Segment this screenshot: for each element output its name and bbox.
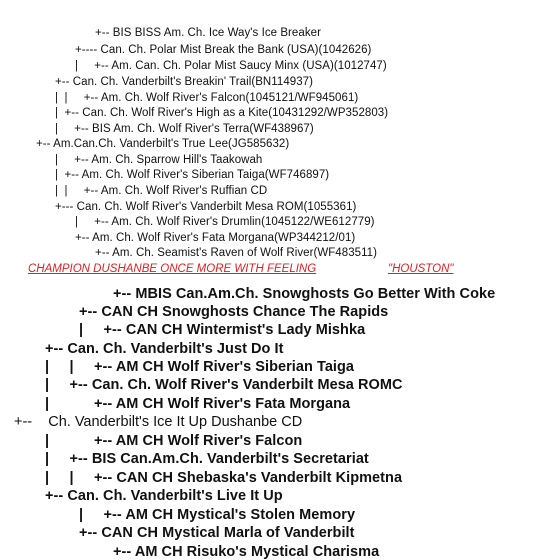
pedigree-line: +-- CAN CH Mystical Marla of Vanderbilt: [79, 525, 355, 541]
pedigree-line: +-- CAN CH Snowghosts Chance The Rapids: [79, 304, 389, 320]
pedigree-line: +-- BIS BISS Am. Ch. Ice Way's Ice Breaker: [95, 27, 321, 39]
pedigree-line: +--- Can. Ch. Wolf River's Vanderbilt Mesa ROM(1055361): [55, 201, 357, 213]
pedigree-line: | +-- Can. Ch. Wolf River's Vanderbilt Mesa ROMC: [45, 377, 403, 393]
pedigree-line: | +-- Am. Ch. Sparrow Hill's Taakowah: [55, 154, 263, 166]
dog-name-title: CHAMPION DUSHANBE ONCE MORE WITH FEELING: [28, 263, 317, 275]
pedigree-line: | +-- AM CH Wolf River's Falcon: [45, 433, 303, 449]
pedigree-line: +-- AM CH Risuko's Mystical Charisma: [113, 544, 380, 560]
pedigree-line: | | +-- Am. Ch. Wolf River's Ruffian CD: [55, 185, 268, 197]
pedigree-line: +-- Am. Ch. Wolf River's Fata Morgana(WP344212/01): [75, 232, 356, 244]
pedigree-line: | +-- Am. Ch. Wolf River's Drumlin(1045122/WE612779): [75, 216, 375, 228]
pedigree-line: | +-- Am. Can. Ch. Polar Mist Saucy Minx (USA)(1012747): [75, 60, 387, 72]
pedigree-line: +-- Am. Ch. Seamist's Raven of Wolf River(WF483511): [95, 247, 378, 259]
pedigree-line: | +-- BIS Can.Am.Ch. Vanderbilt's Secretariat: [45, 451, 369, 467]
pedigree-line: +-- Can. Ch. Vanderbilt's Just Do It: [45, 341, 284, 357]
pedigree-line: +-- MBIS Can.Am.Ch. Snowghosts Go Better With Coke: [113, 286, 496, 302]
pedigree-line: | | +-- CAN CH Shebaska's Vanderbilt Kipmetna: [45, 470, 403, 486]
pedigree-line: | +-- AM CH Mystical's Stolen Memory: [79, 507, 356, 523]
pedigree-line: +-- Can. Ch. Vanderbilt's Breakin' Trail(BN114937): [55, 76, 313, 88]
pedigree-line: +-- Ch. Vanderbilt's Ice It Up Dushanbe CD: [14, 414, 303, 430]
pedigree-line: | +-- Can. Ch. Wolf River's High as a Kite(10431292/WP352803): [55, 107, 389, 119]
pedigree-line: +-- Can. Ch. Vanderbilt's Live It Up: [45, 488, 283, 504]
pedigree-line: +-- Am.Can.Ch. Vanderbilt's True Lee(JG585632): [36, 138, 290, 150]
pedigree-line: | | +-- Am. Ch. Wolf River's Falcon(1045121/WF945061): [55, 92, 359, 104]
pedigree-line: | +-- CAN CH Wintermist's Lady Mishka: [79, 322, 366, 338]
pedigree-line: +---- Can. Ch. Polar Mist Break the Bank (USA)(1042626): [75, 44, 372, 56]
call-name-title: "HOUSTON": [388, 263, 454, 275]
pedigree-line: | +-- Am. Ch. Wolf River's Siberian Taiga(WF746897): [55, 169, 330, 181]
pedigree-line: | | +-- AM CH Wolf River's Siberian Taiga: [45, 359, 355, 375]
pedigree-line: | +-- AM CH Wolf River's Fata Morgana: [45, 396, 351, 412]
pedigree-line: | +-- BIS Am. Ch. Wolf River's Terra(WF438967): [55, 123, 314, 135]
